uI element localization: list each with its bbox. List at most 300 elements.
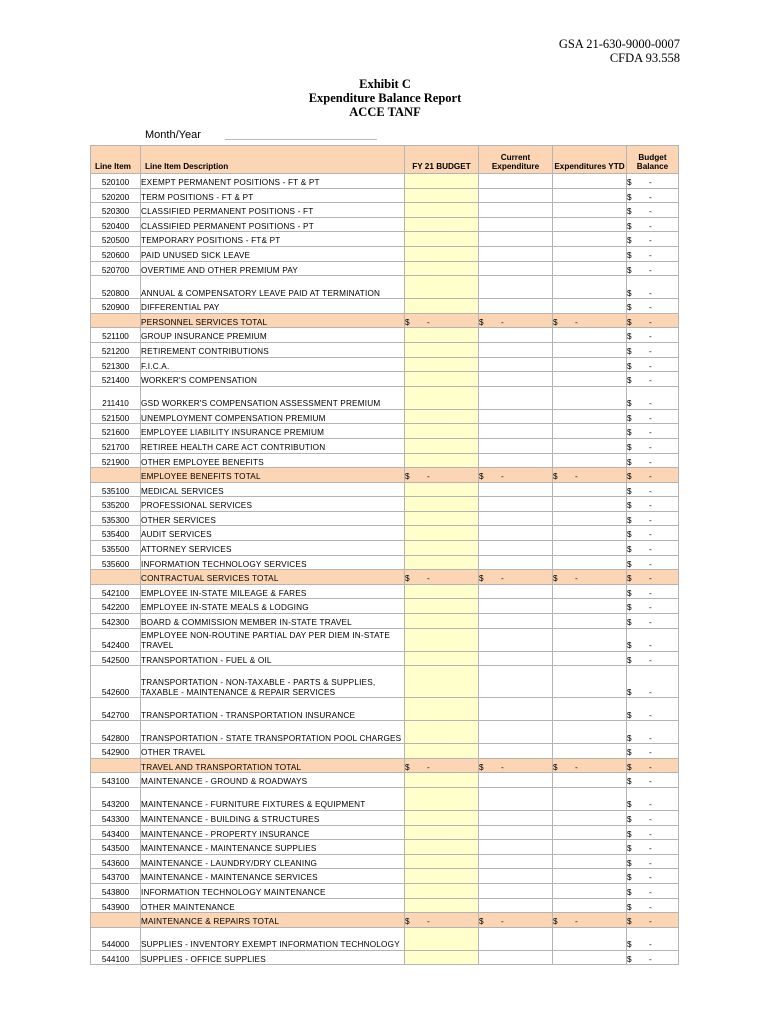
- line-item-description: ATTORNEY SERVICES: [141, 541, 405, 556]
- budget-input-cell[interactable]: [405, 599, 479, 614]
- amount-value: -: [649, 815, 652, 824]
- budget-input-cell[interactable]: [405, 482, 479, 497]
- line-item-description: TRAVEL AND TRANSPORTATION TOTAL: [141, 758, 405, 773]
- expenditures-ytd-cell[interactable]: [553, 651, 627, 666]
- current-expenditure-cell[interactable]: [479, 188, 553, 203]
- current-expenditure-cell[interactable]: [479, 840, 553, 855]
- dollar-sign: $: [627, 192, 632, 202]
- expenditures-ytd-cell[interactable]: [553, 276, 627, 299]
- budget-total-cell: [405, 570, 479, 585]
- current-expenditure-cell[interactable]: [479, 203, 553, 218]
- current-expenditure-cell[interactable]: [479, 555, 553, 570]
- dollar-sign: $: [627, 762, 632, 772]
- expenditures-ytd-cell[interactable]: [553, 541, 627, 556]
- budget-input-cell[interactable]: [405, 555, 479, 570]
- expenditures-ytd-cell[interactable]: [553, 497, 627, 512]
- table-row: [91, 526, 679, 541]
- current-expenditure-cell[interactable]: [479, 584, 553, 599]
- line-item-code: 542700: [91, 698, 141, 721]
- budget-balance-cell: [627, 555, 679, 570]
- line-item-code: 520300: [91, 203, 141, 218]
- current-expenditure-cell[interactable]: [479, 386, 553, 409]
- current-expenditure-cell[interactable]: [479, 482, 553, 497]
- budget-input-cell[interactable]: [405, 386, 479, 409]
- table-row: [91, 883, 679, 898]
- budget-input-cell[interactable]: [405, 453, 479, 468]
- budget-input-cell[interactable]: [405, 898, 479, 913]
- budget-balance-cell: [627, 511, 679, 526]
- dollar-sign: $: [627, 800, 632, 810]
- current-expenditure-cell[interactable]: [479, 788, 553, 811]
- budget-input-cell[interactable]: [405, 883, 479, 898]
- current-expenditure-cell[interactable]: [479, 666, 553, 698]
- budget-total-cell: [405, 313, 479, 328]
- current-expenditure-cell[interactable]: [479, 950, 553, 965]
- budget-input-cell[interactable]: [405, 541, 479, 556]
- expenditures-ytd-cell[interactable]: [553, 246, 627, 261]
- amount-value: -: [649, 574, 652, 584]
- dollar-sign: $: [627, 501, 632, 511]
- line-item-description: EMPLOYEE LIABILITY INSURANCE PREMIUM: [141, 424, 405, 439]
- current-expenditure-cell[interactable]: [479, 372, 553, 387]
- expenditures-ytd-cell[interactable]: [553, 854, 627, 869]
- dollar-sign: $: [627, 954, 632, 964]
- line-item-header: Line Item: [91, 146, 141, 174]
- budget-input-cell[interactable]: [405, 584, 479, 599]
- table-header-row: [91, 146, 679, 174]
- dollar-sign: $: [479, 574, 484, 584]
- amount-value: -: [649, 332, 652, 342]
- table-row: [91, 898, 679, 913]
- current-expenditure-cell[interactable]: [479, 614, 553, 629]
- amount-value: -: [649, 641, 652, 651]
- current-expenditure-cell[interactable]: [479, 599, 553, 614]
- budget-balance-cell: [627, 453, 679, 468]
- dollar-sign: $: [627, 940, 632, 950]
- budget-input-cell[interactable]: [405, 299, 479, 314]
- table-row: [91, 232, 679, 247]
- amount-value: -: [501, 917, 504, 927]
- amount-value: -: [427, 917, 430, 927]
- expenditures-ytd-cell[interactable]: [553, 721, 627, 744]
- dollar-sign: $: [627, 545, 632, 555]
- expenditures-ytd-cell[interactable]: [553, 232, 627, 247]
- expenditures-ytd-cell[interactable]: [553, 744, 627, 759]
- line-item-code: [91, 313, 141, 328]
- line-item-description: RETIREE HEALTH CARE ACT CONTRIBUTION: [141, 438, 405, 453]
- table-row: [91, 246, 679, 261]
- subtotal-row: [91, 468, 679, 483]
- line-item-code: [91, 758, 141, 773]
- current-total-cell: [479, 468, 553, 483]
- current-expenditure-cell[interactable]: [479, 511, 553, 526]
- line-item-code: [91, 913, 141, 928]
- table-row: [91, 261, 679, 276]
- budget-input-cell[interactable]: [405, 372, 479, 387]
- amount-value: -: [649, 265, 652, 275]
- expenditures-ytd-cell[interactable]: [553, 328, 627, 343]
- month-year-field[interactable]: [225, 139, 377, 140]
- line-item-code: 543400: [91, 825, 141, 840]
- line-item-code: 543700: [91, 869, 141, 884]
- expenditures-ytd-cell[interactable]: [553, 372, 627, 387]
- amount-value: -: [427, 317, 430, 327]
- line-item-code: 520500: [91, 232, 141, 247]
- dollar-sign: $: [553, 574, 558, 584]
- document-identifiers: [559, 37, 680, 65]
- dollar-sign: $: [553, 317, 558, 327]
- line-item-code: 521500: [91, 409, 141, 424]
- budget-input-cell[interactable]: [405, 773, 479, 788]
- expenditures-ytd-cell[interactable]: [553, 950, 627, 965]
- budget-input-cell[interactable]: [405, 651, 479, 666]
- expenditures-ytd-cell[interactable]: [553, 357, 627, 372]
- amount-value: -: [649, 303, 652, 313]
- dollar-sign: $: [627, 655, 632, 665]
- line-item-code: 542600: [91, 666, 141, 698]
- dollar-sign: $: [627, 346, 632, 356]
- budget-input-cell[interactable]: [405, 409, 479, 424]
- budget-balance-cell: [627, 584, 679, 599]
- expenditures-ytd-cell[interactable]: [553, 883, 627, 898]
- budget-input-cell[interactable]: [405, 217, 479, 232]
- line-item-code: 544100: [91, 950, 141, 965]
- table-row: [91, 174, 679, 189]
- current-expenditure-cell[interactable]: [479, 651, 553, 666]
- line-item-code: 520800: [91, 276, 141, 299]
- table-row: [91, 869, 679, 884]
- budget-input-cell[interactable]: [405, 328, 479, 343]
- table-row: [91, 788, 679, 811]
- budget-input-cell[interactable]: [405, 188, 479, 203]
- budget-input-cell[interactable]: [405, 424, 479, 439]
- ytd-total-cell: [553, 913, 627, 928]
- budget-balance-cell: [627, 898, 679, 913]
- amount-value: -: [649, 236, 652, 246]
- line-item-description: MAINTENANCE - GROUND & ROADWAYS: [141, 773, 405, 788]
- line-item-description: DIFFERENTIAL PAY: [141, 299, 405, 314]
- line-item-description: GROUP INSURANCE PREMIUM: [141, 328, 405, 343]
- dollar-sign: $: [627, 178, 632, 187]
- amount-value: -: [649, 501, 652, 511]
- budget-balance-cell: [627, 950, 679, 965]
- budget-balance-cell: [627, 497, 679, 512]
- current-expenditure-cell[interactable]: [479, 276, 553, 299]
- budget-balance-cell: [627, 386, 679, 409]
- expenditures-ytd-cell[interactable]: [553, 869, 627, 884]
- current-expenditure-cell[interactable]: [479, 811, 553, 826]
- dollar-sign: $: [627, 588, 632, 598]
- budget-balance-cell: [627, 276, 679, 299]
- expenditures-ytd-cell[interactable]: [553, 628, 627, 651]
- dollar-sign: $: [627, 250, 632, 260]
- current-expenditure-cell[interactable]: [479, 261, 553, 276]
- dollar-sign: $: [479, 317, 484, 327]
- current-expenditure-cell[interactable]: [479, 541, 553, 556]
- ytd-total-cell: [553, 313, 627, 328]
- budget-input-cell[interactable]: [405, 788, 479, 811]
- table-row: [91, 328, 679, 343]
- expenditures-ytd-cell[interactable]: [553, 174, 627, 189]
- line-item-description: TRANSPORTATION - FUEL & OIL: [141, 651, 405, 666]
- expenditures-ytd-cell[interactable]: [553, 453, 627, 468]
- budget-header: FY 21 BUDGET: [405, 146, 479, 174]
- amount-value: -: [649, 902, 652, 912]
- subtotal-row: [91, 313, 679, 328]
- current-expenditure-cell[interactable]: [479, 854, 553, 869]
- line-item-code: 542100: [91, 584, 141, 599]
- line-item-code: 543300: [91, 811, 141, 826]
- budget-input-cell[interactable]: [405, 721, 479, 744]
- budget-input-cell[interactable]: [405, 840, 479, 855]
- current-expenditure-cell[interactable]: [479, 174, 553, 189]
- table-row: [91, 497, 679, 512]
- month-year-label: Month/Year: [145, 129, 201, 141]
- budget-balance-cell: [627, 698, 679, 721]
- table-row: [91, 614, 679, 629]
- budget-input-cell[interactable]: [405, 174, 479, 189]
- amount-value: -: [649, 748, 652, 758]
- expenditures-ytd-cell[interactable]: [553, 299, 627, 314]
- budget-input-cell[interactable]: [405, 526, 479, 541]
- budget-input-cell[interactable]: [405, 203, 479, 218]
- dollar-sign: $: [627, 858, 632, 868]
- ytd-total-cell: [553, 468, 627, 483]
- budget-input-cell[interactable]: [405, 854, 479, 869]
- expenditures-ytd-cell[interactable]: [553, 788, 627, 811]
- balance-total-cell: [627, 913, 679, 928]
- expenditures-ytd-cell[interactable]: [553, 584, 627, 599]
- amount-value: -: [649, 655, 652, 665]
- table-row: [91, 299, 679, 314]
- expenditures-ytd-cell[interactable]: [553, 840, 627, 855]
- expenditures-ytd-cell[interactable]: [553, 773, 627, 788]
- current-expenditure-cell[interactable]: [479, 424, 553, 439]
- budget-balance-cell: [627, 927, 679, 950]
- budget-input-cell[interactable]: [405, 497, 479, 512]
- line-item-description: PROFESSIONAL SERVICES: [141, 497, 405, 512]
- amount-value: -: [649, 829, 652, 839]
- line-item-description: CONTRACTUAL SERVICES TOTAL: [141, 570, 405, 585]
- current-expenditure-cell[interactable]: [479, 721, 553, 744]
- dollar-sign: $: [627, 844, 632, 854]
- budget-input-cell[interactable]: [405, 628, 479, 651]
- budget-balance-cell: [627, 788, 679, 811]
- table-row: [91, 628, 679, 651]
- current-expenditure-cell[interactable]: [479, 497, 553, 512]
- expenditures-ytd-cell[interactable]: [553, 424, 627, 439]
- expenditures-ytd-cell[interactable]: [553, 825, 627, 840]
- line-item-description: MAINTENANCE & REPAIRS TOTAL: [141, 913, 405, 928]
- current-expenditure-cell[interactable]: [479, 328, 553, 343]
- expenditures-ytd-cell[interactable]: [553, 409, 627, 424]
- expenditures-ytd-cell[interactable]: [553, 203, 627, 218]
- budget-balance-cell: [627, 357, 679, 372]
- line-item-description: MAINTENANCE - PROPERTY INSURANCE: [141, 825, 405, 840]
- budget-input-cell[interactable]: [405, 927, 479, 950]
- line-item-description: MAINTENANCE - BUILDING & STRUCTURES: [141, 811, 405, 826]
- amount-value: -: [649, 873, 652, 883]
- amount-value: -: [501, 472, 504, 482]
- subtotal-row: [91, 570, 679, 585]
- dollar-sign: $: [479, 762, 484, 772]
- budget-input-cell[interactable]: [405, 276, 479, 299]
- expenditures-ytd-cell[interactable]: [553, 599, 627, 614]
- budget-total-cell: [405, 468, 479, 483]
- budget-input-cell[interactable]: [405, 511, 479, 526]
- expenditures-ytd-cell[interactable]: [553, 482, 627, 497]
- budget-input-cell[interactable]: [405, 811, 479, 826]
- table-row: [91, 409, 679, 424]
- expenditures-ytd-cell[interactable]: [553, 898, 627, 913]
- budget-balance-cell: [627, 628, 679, 651]
- budget-input-cell[interactable]: [405, 246, 479, 261]
- line-item-description: BOARD & COMMISSION MEMBER IN-STATE TRAVEL: [141, 614, 405, 629]
- line-item-code: 520700: [91, 261, 141, 276]
- line-item-description: EMPLOYEE IN-STATE MEALS & LODGING: [141, 599, 405, 614]
- current-expenditure-cell[interactable]: [479, 898, 553, 913]
- budget-input-cell[interactable]: [405, 744, 479, 759]
- table-row: [91, 811, 679, 826]
- expenditures-ytd-cell[interactable]: [553, 261, 627, 276]
- table-row: [91, 651, 679, 666]
- budget-input-cell[interactable]: [405, 950, 479, 965]
- table-row: [91, 666, 679, 698]
- dollar-sign: $: [405, 574, 410, 584]
- current-expenditure-cell[interactable]: [479, 698, 553, 721]
- expenditures-ytd-cell[interactable]: [553, 555, 627, 570]
- budget-balance-cell: [627, 299, 679, 314]
- expenditures-ytd-cell[interactable]: [553, 698, 627, 721]
- line-item-description: EXEMPT PERMANENT POSITIONS - FT & PT: [141, 174, 405, 189]
- expenditures-ytd-cell[interactable]: [553, 927, 627, 950]
- table-row: [91, 773, 679, 788]
- budget-input-cell[interactable]: [405, 232, 479, 247]
- dollar-sign: $: [627, 288, 632, 298]
- amount-value: -: [427, 762, 430, 772]
- line-item-code: [91, 468, 141, 483]
- budget-balance-cell: [627, 328, 679, 343]
- current-expenditure-cell[interactable]: [479, 342, 553, 357]
- current-expenditure-cell[interactable]: [479, 825, 553, 840]
- line-item-description: TEMPORARY POSITIONS - FT& PT: [141, 232, 405, 247]
- budget-balance-cell: [627, 424, 679, 439]
- budget-input-cell[interactable]: [405, 357, 479, 372]
- current-expenditure-cell[interactable]: [479, 869, 553, 884]
- current-expenditure-cell[interactable]: [479, 438, 553, 453]
- amount-value: -: [649, 559, 652, 569]
- expenditure-table: [90, 145, 679, 965]
- current-expenditure-cell[interactable]: [479, 927, 553, 950]
- current-expenditure-cell[interactable]: [479, 526, 553, 541]
- dollar-sign: $: [627, 265, 632, 275]
- amount-value: -: [575, 762, 578, 772]
- amount-value: -: [649, 207, 652, 217]
- budget-balance-cell: [627, 651, 679, 666]
- budget-balance-cell: [627, 869, 679, 884]
- amount-value: -: [649, 178, 652, 187]
- dollar-sign: $: [405, 917, 410, 927]
- expenditures-ytd-cell[interactable]: [553, 217, 627, 232]
- current-expenditure-cell[interactable]: [479, 299, 553, 314]
- expenditures-ytd-cell[interactable]: [553, 386, 627, 409]
- current-expenditure-cell[interactable]: [479, 357, 553, 372]
- current-expenditure-cell[interactable]: [479, 217, 553, 232]
- expenditures-ytd-cell[interactable]: [553, 188, 627, 203]
- amount-value: -: [649, 858, 652, 868]
- dollar-sign: $: [627, 457, 632, 467]
- budget-input-cell[interactable]: [405, 261, 479, 276]
- expenditures-ytd-cell[interactable]: [553, 526, 627, 541]
- amount-value: -: [649, 192, 652, 202]
- amount-value: -: [649, 762, 652, 772]
- current-expenditure-cell[interactable]: [479, 232, 553, 247]
- expenditures-ytd-cell[interactable]: [553, 438, 627, 453]
- amount-value: -: [427, 574, 430, 584]
- dollar-sign: $: [627, 221, 632, 231]
- line-item-description: MEDICAL SERVICES: [141, 482, 405, 497]
- dollar-sign: $: [627, 530, 632, 540]
- balance-total-cell: [627, 468, 679, 483]
- budget-balance-header: Budget Balance: [627, 146, 679, 174]
- dollar-sign: $: [627, 687, 632, 697]
- line-item-code: 520600: [91, 246, 141, 261]
- line-item-code: 211410: [91, 386, 141, 409]
- table-row: [91, 599, 679, 614]
- budget-balance-cell: [627, 811, 679, 826]
- line-item-description: SUPPLIES - INVENTORY EXEMPT INFORMATION TECHNOLOGY: [141, 927, 405, 950]
- line-item-description: EMPLOYEE NON-ROUTINE PARTIAL DAY PER DIEM IN-STATE TRAVEL: [141, 628, 405, 651]
- dollar-sign: $: [479, 917, 484, 927]
- dollar-sign: $: [627, 472, 632, 482]
- subtotal-row: [91, 758, 679, 773]
- budget-input-cell[interactable]: [405, 698, 479, 721]
- dollar-sign: $: [627, 887, 632, 897]
- table-row: [91, 357, 679, 372]
- table-row: [91, 744, 679, 759]
- current-expenditure-cell[interactable]: [479, 246, 553, 261]
- current-expenditure-cell[interactable]: [479, 453, 553, 468]
- table-row: [91, 438, 679, 453]
- expenditures-ytd-cell[interactable]: [553, 614, 627, 629]
- dollar-sign: $: [627, 442, 632, 452]
- budget-input-cell[interactable]: [405, 342, 479, 357]
- budget-input-cell[interactable]: [405, 614, 479, 629]
- expenditures-ytd-cell[interactable]: [553, 811, 627, 826]
- expenditures-ytd-cell[interactable]: [553, 666, 627, 698]
- current-total-cell: [479, 913, 553, 928]
- amount-value: -: [649, 687, 652, 697]
- budget-balance-cell: [627, 188, 679, 203]
- table-row: [91, 372, 679, 387]
- expenditures-ytd-cell[interactable]: [553, 511, 627, 526]
- expenditures-ytd-cell[interactable]: [553, 342, 627, 357]
- amount-value: -: [649, 530, 652, 540]
- current-expenditure-cell[interactable]: [479, 773, 553, 788]
- current-expenditure-cell[interactable]: [479, 883, 553, 898]
- current-total-cell: [479, 570, 553, 585]
- current-expenditure-cell[interactable]: [479, 628, 553, 651]
- budget-input-cell[interactable]: [405, 438, 479, 453]
- budget-input-cell[interactable]: [405, 869, 479, 884]
- dollar-sign: $: [627, 332, 632, 342]
- amount-value: -: [649, 413, 652, 423]
- current-expenditure-cell[interactable]: [479, 409, 553, 424]
- budget-input-cell[interactable]: [405, 825, 479, 840]
- current-expenditure-cell[interactable]: [479, 744, 553, 759]
- balance-total-cell: [627, 758, 679, 773]
- budget-input-cell[interactable]: [405, 666, 479, 698]
